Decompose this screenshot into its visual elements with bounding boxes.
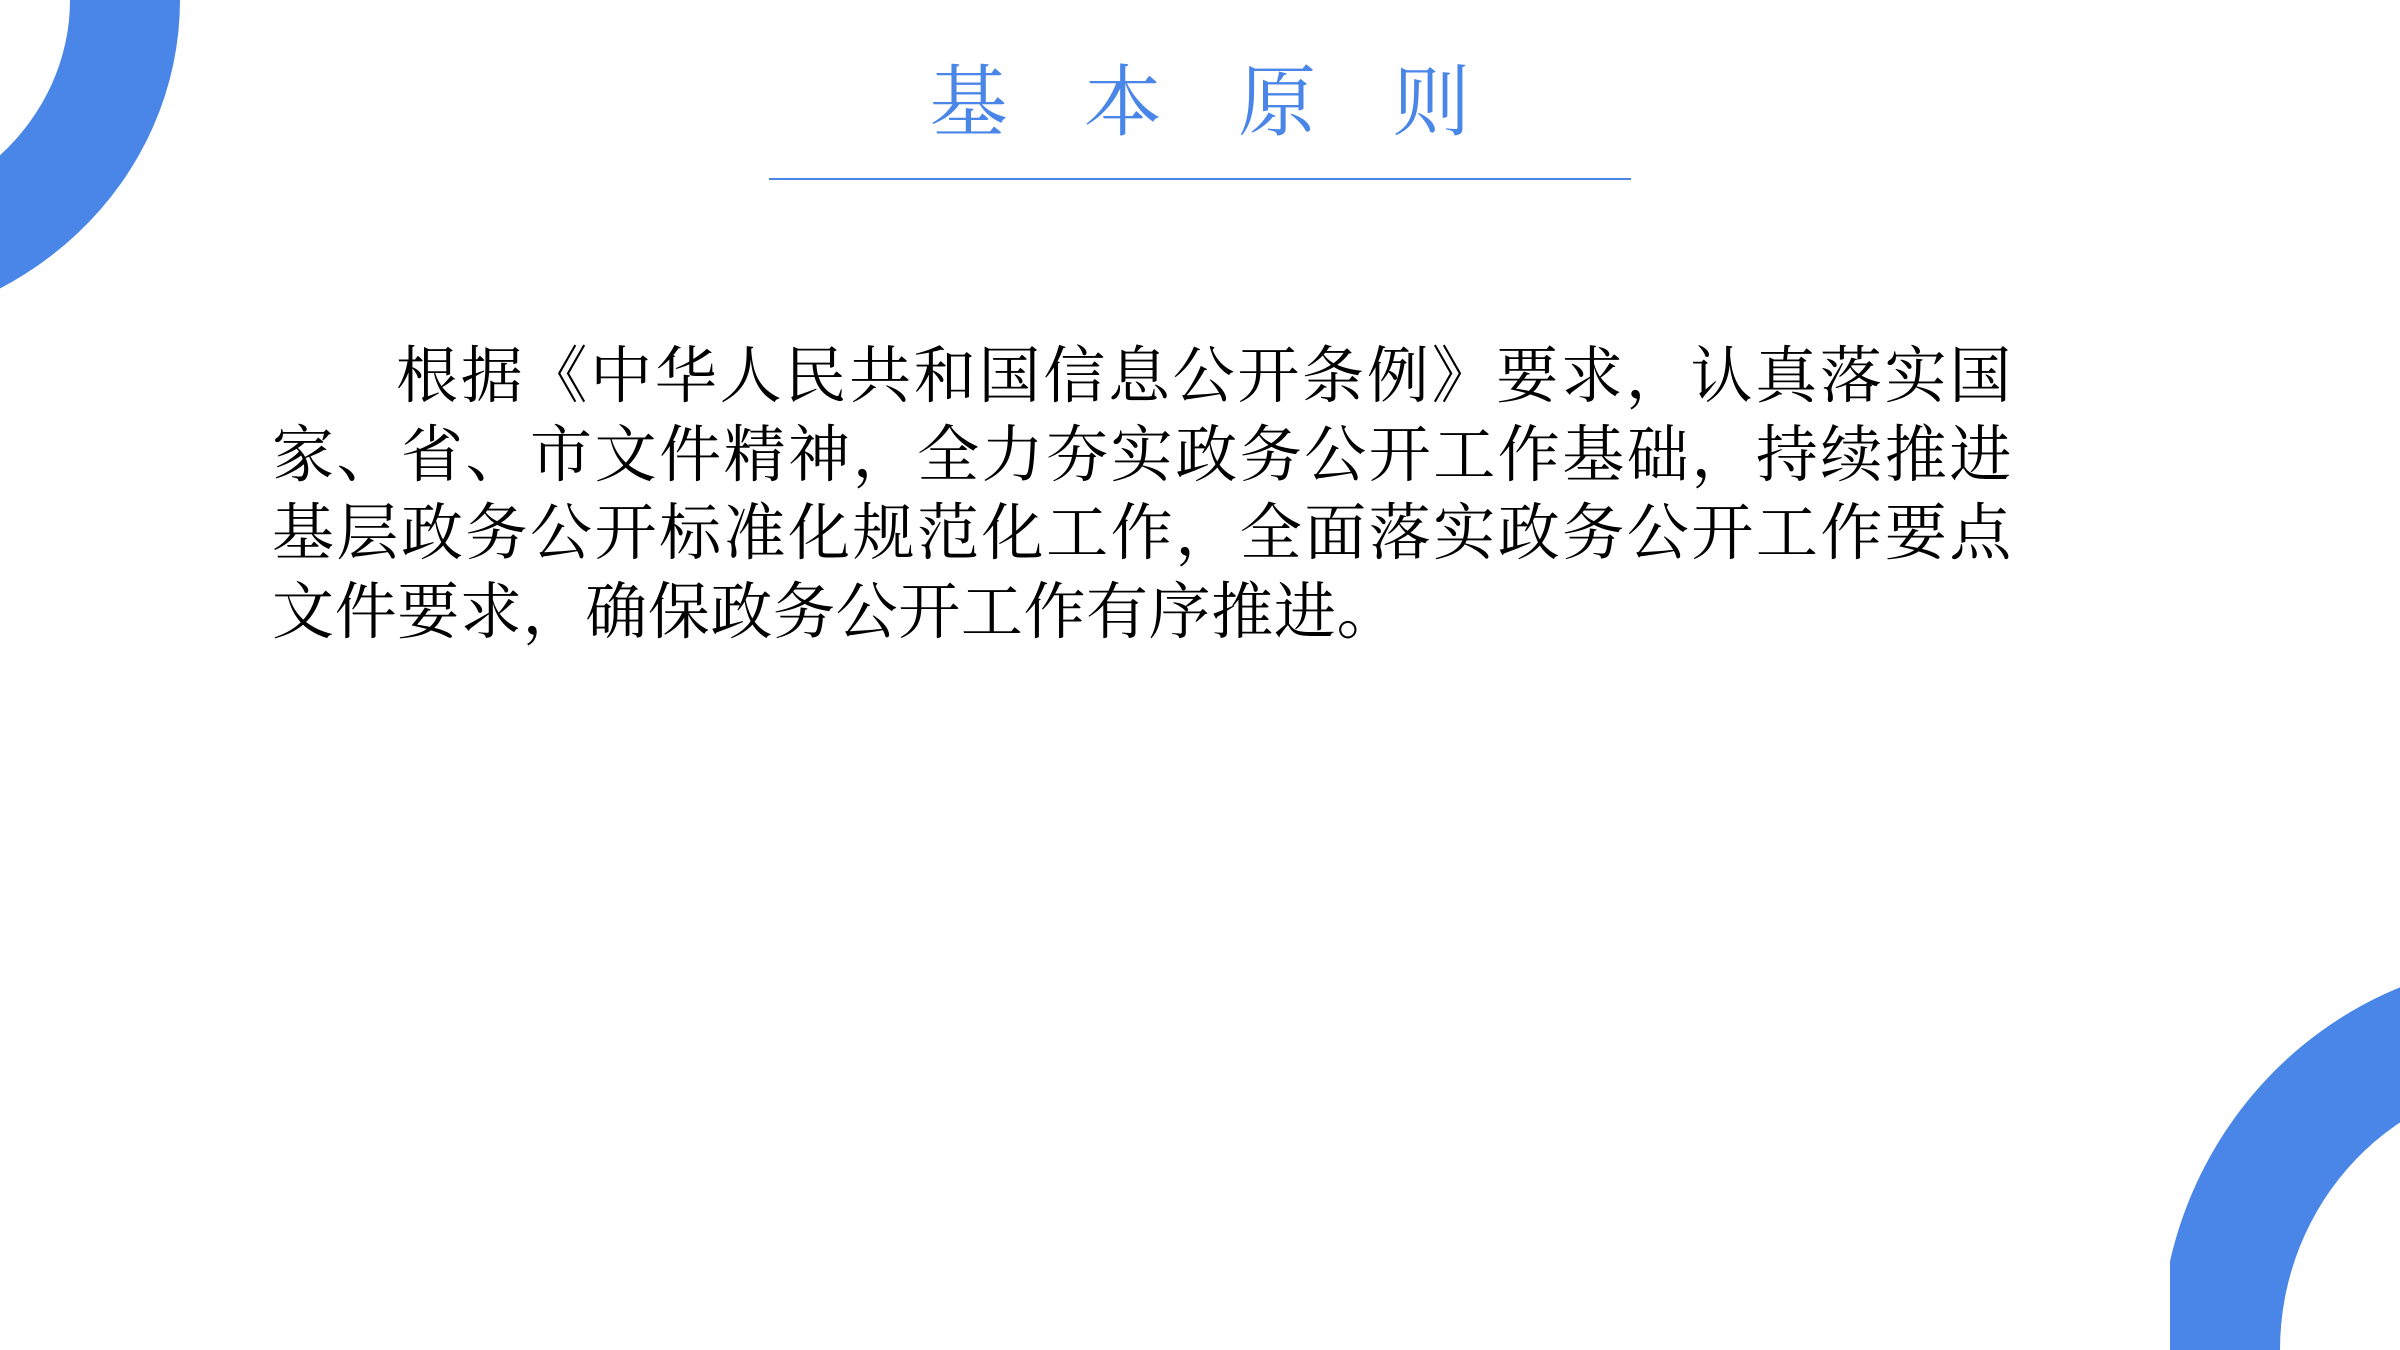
title-block — [0, 60, 2400, 180]
bottom-right-arc-shape — [2170, 960, 2400, 1350]
page-title: 基 本 原 则 — [929, 58, 1498, 146]
title-underline-divider — [769, 178, 1631, 180]
body-paragraph: 根据《中华人民共和国信息公开条例》要求，认真落实国家、省、市文件精神，全力夯实政务公开工作基础，持续推进基层政务公开标准化规范化工作，全面落实政务公开工作要点文件要求，确保政务公开工作有序推进。 — [272, 342, 2012, 648]
bottom-right-decorative-arc — [2170, 960, 2400, 1350]
body-block — [272, 338, 2012, 653]
